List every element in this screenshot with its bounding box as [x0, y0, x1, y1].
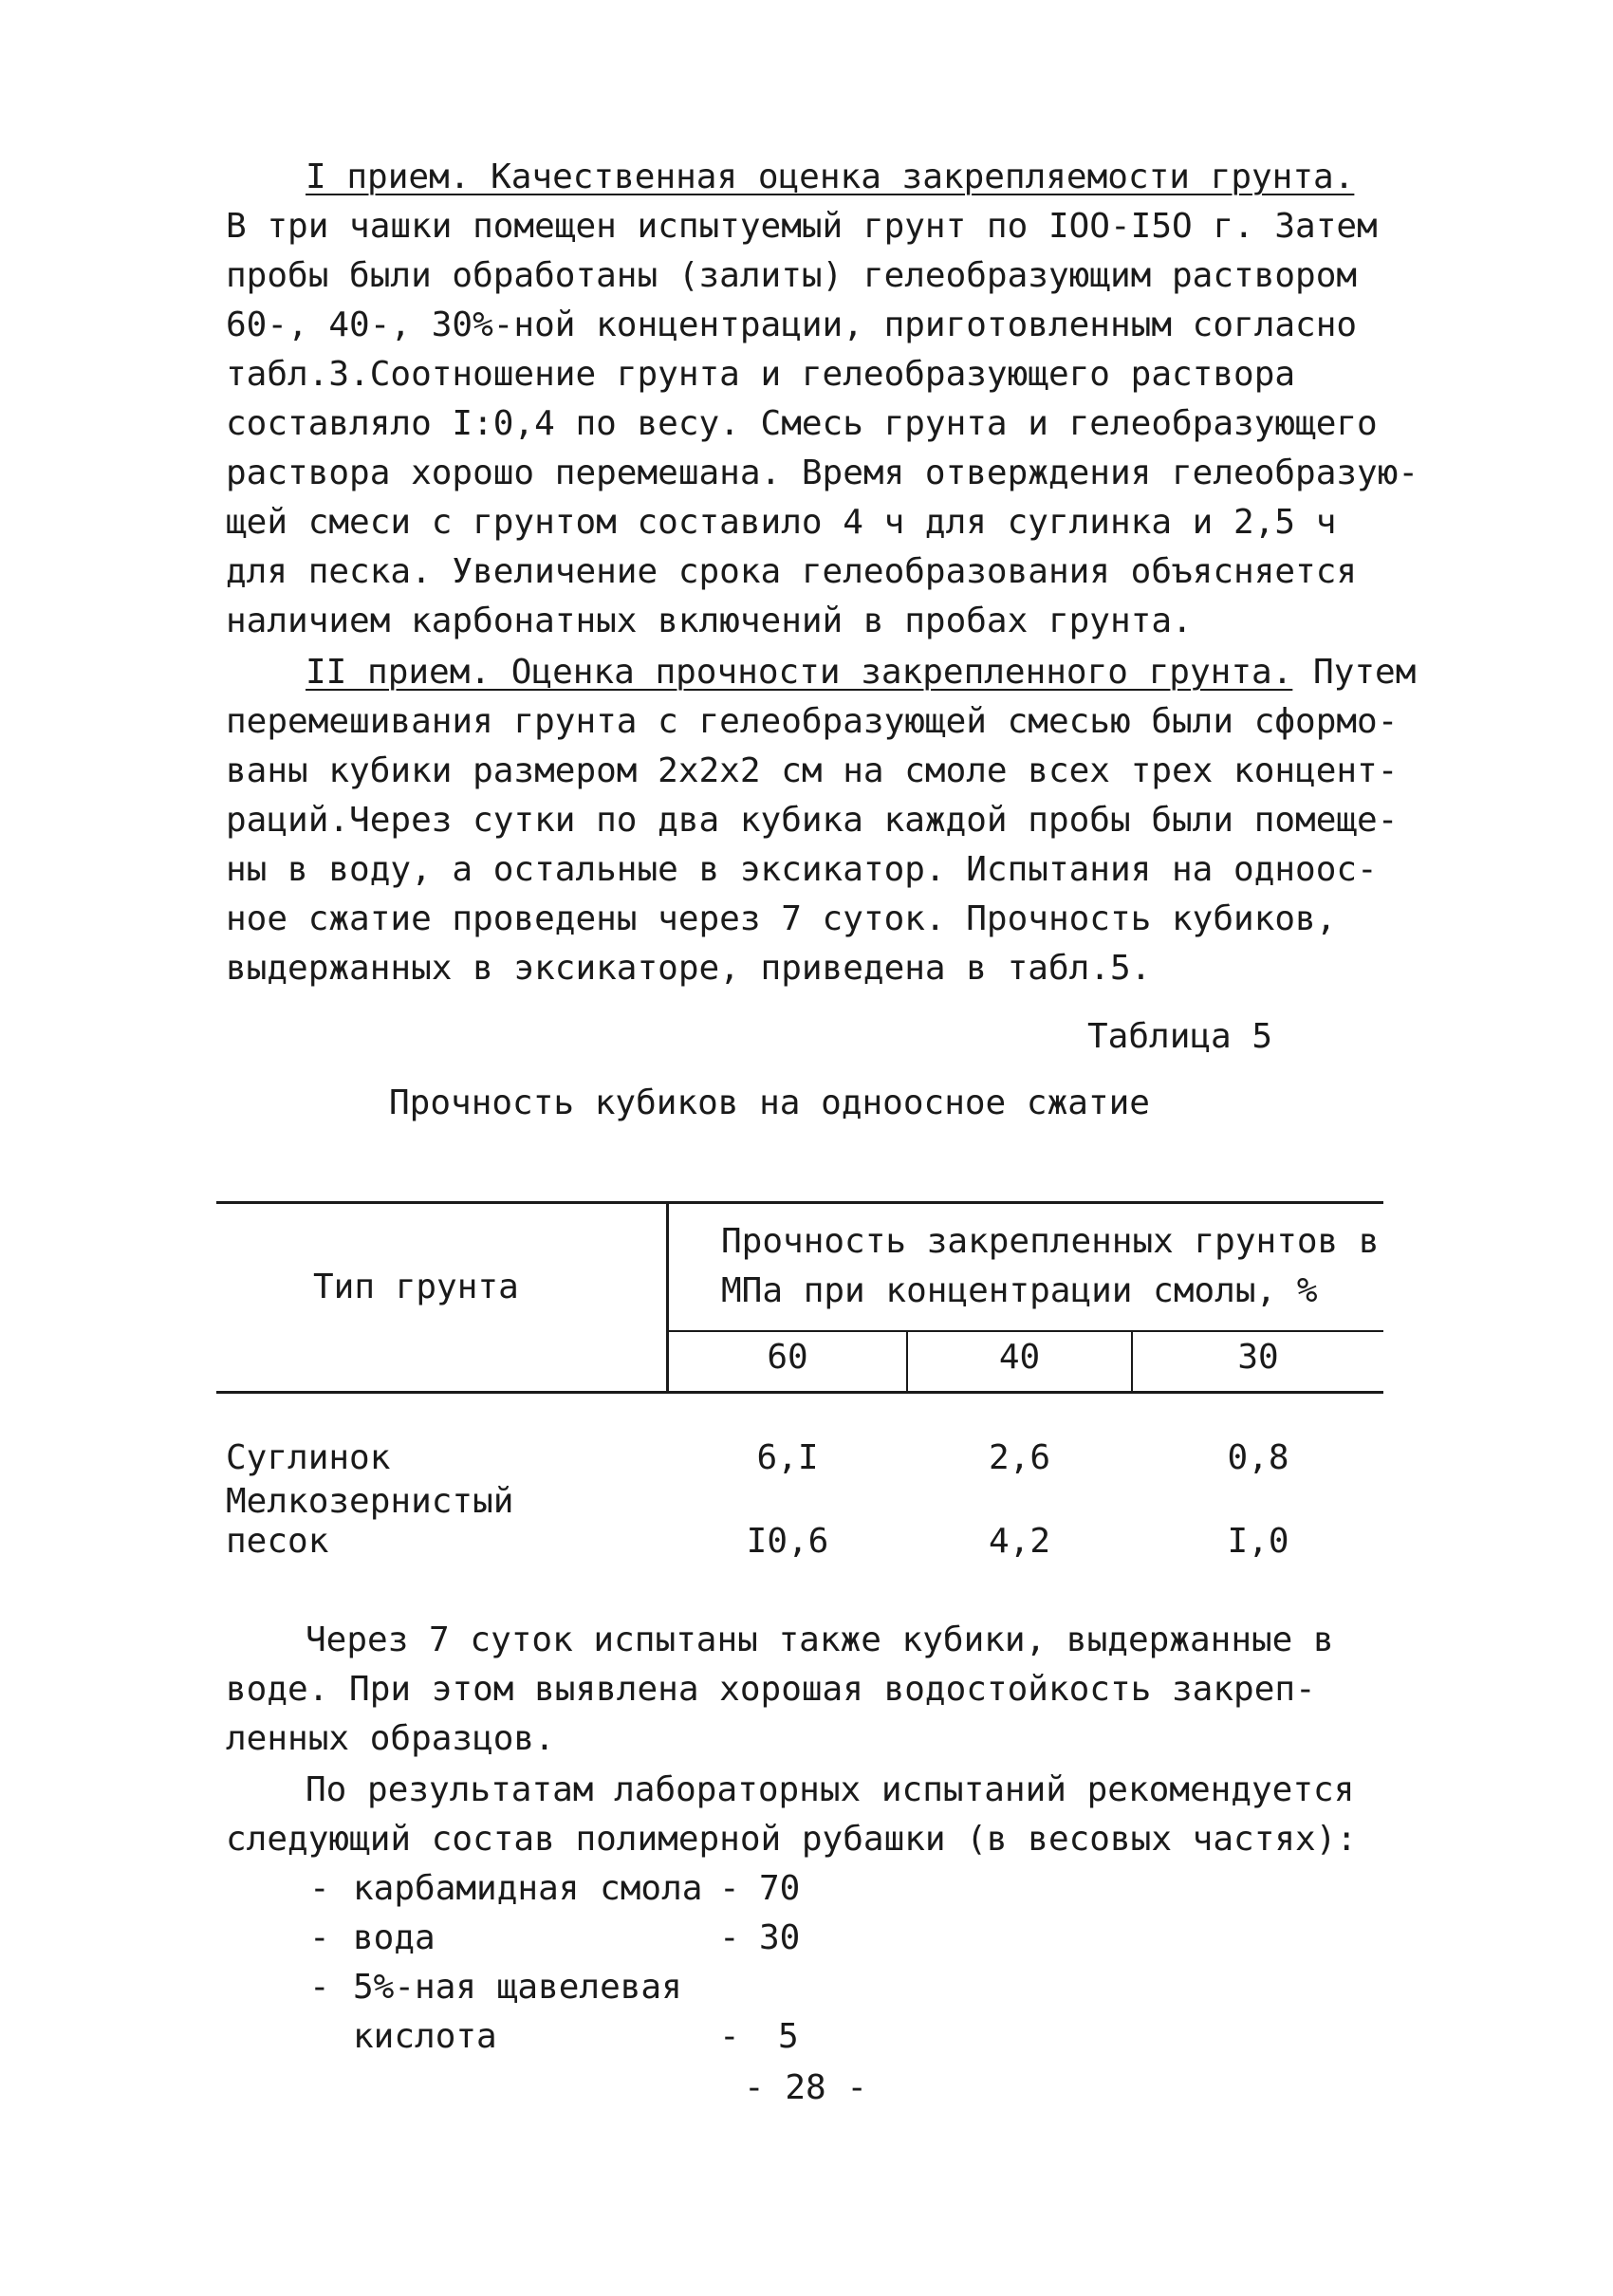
table-row-1-name: Суглинок — [226, 1438, 391, 1477]
section1-line-3: 60-, 40-, 30%-ной концентрации, приготовленным согласно — [226, 306, 1358, 344]
section2-line-2: ваны кубики размером 2x2x2 см на смоле всех трех концент- — [226, 751, 1399, 790]
section2-line-6: выдержанных в эксикаторе, приведена в табл.5. — [226, 949, 1152, 988]
table-header-strength-line1: Прочность закрепленных грунтов в — [721, 1222, 1380, 1261]
table-row-2-value-60: I0,6 — [746, 1522, 829, 1561]
table-top-rule — [216, 1201, 1383, 1204]
composition-item-1-sep: - — [719, 1869, 740, 1908]
table-row-1-value-30: 0,8 — [1227, 1438, 1289, 1477]
section2-line-3: раций.Через сутки по два кубика каждой пробы были помеще- — [226, 801, 1399, 840]
composition-item-2-value: 30 — [759, 1918, 801, 1957]
composition-item-2-name: вода — [353, 1918, 436, 1957]
table-header-type: Тип грунта — [313, 1268, 519, 1306]
table-header-strength-line2: МПа при концентрации смолы, % — [721, 1271, 1318, 1310]
after-table-line-1: Через 7 суток испытаны также кубики, выдержанные в — [306, 1620, 1334, 1659]
section1-line-5: составляло I:0,4 по весу. Смесь грунта и гелеобразующего — [226, 404, 1378, 443]
table-header-conc-30: 30 — [1237, 1338, 1279, 1377]
after-table-line-3: ленных образцов. — [226, 1719, 555, 1758]
section1-line-4: табл.3.Соотношение грунта и гелеобразующего раствора — [226, 355, 1296, 394]
section1-line-6: раствора хорошо перемешана. Время отверждения гелеобразую- — [226, 454, 1419, 492]
page-number: - 28 - — [744, 2068, 868, 2107]
section2-first-line — [306, 653, 1416, 692]
composition-item-4-name: кислота — [353, 2017, 497, 2056]
table-title: Прочность кубиков на одноосное сжатие — [389, 1083, 1150, 1122]
table-row-1-value-60: 6,I — [756, 1438, 819, 1477]
after-table-line-2: воде. При этом выявлена хорошая водостойкость закреп- — [226, 1670, 1316, 1709]
table-row-2-name-line2: песок — [226, 1522, 329, 1561]
composition-item-3-name: 5%-ная щавелевая — [353, 1968, 682, 2007]
table-row-1-value-40: 2,6 — [988, 1438, 1051, 1477]
composition-item-4-value: 5 — [778, 2017, 799, 2056]
section2-line-4: ны в воду, а остальные в эксикатор. Испытания на одноос- — [226, 850, 1378, 889]
composition-item-3-dash: - — [309, 1968, 330, 2007]
composition-item-1-name: карбамидная смола — [353, 1869, 703, 1908]
section2-line-1: перемешивания грунта с гелеобразующей смесью были сформо- — [226, 702, 1399, 741]
table-row-2-value-30: I,0 — [1227, 1522, 1289, 1561]
section2-first-line-rest: Путем — [1292, 653, 1417, 692]
table-header-conc-60: 60 — [767, 1338, 808, 1377]
table-row-2-name-line1: Мелкозернистый — [226, 1482, 514, 1521]
section1-line-9: наличием карбонатных включений в пробах грунта. — [226, 602, 1193, 640]
section1-line-1: В три чашки помещен испытуемый грунт по IOO-I5O г. Затем — [226, 207, 1378, 246]
composition-item-2-dash: - — [309, 1918, 330, 1957]
section1-line-2: пробы были обработаны (залиты) гелеобразующим раствором — [226, 256, 1358, 295]
composition-item-1-value: 70 — [759, 1869, 801, 1908]
composition-item-1-dash: - — [309, 1869, 330, 1908]
composition-item-4-sep: - — [719, 2017, 740, 2056]
table-header-conc-40: 40 — [998, 1338, 1041, 1377]
composition-item-2-sep: - — [719, 1918, 740, 1957]
table-subheader-rule — [666, 1330, 1383, 1332]
section1-heading: I прием. Качественная оценка закрепляемости грунта. — [306, 157, 1355, 196]
table-label: Таблица 5 — [1087, 1017, 1273, 1056]
section1-line-8: для песка. Увеличение срока гелеобразования объясняется — [226, 552, 1358, 591]
recommendation-line-2: следующий состав полимерной рубашки (в весовых частях): — [226, 1820, 1358, 1859]
section2-heading: II прием. Оценка прочности закрепленного грунта. — [306, 653, 1293, 692]
section1-line-7: щей смеси с грунтом составило 4 ч для суглинка и 2,5 ч — [226, 503, 1337, 542]
table-header-bottom-rule — [216, 1391, 1383, 1394]
section2-line-5: ное сжатие проведены через 7 суток. Прочность кубиков, — [226, 899, 1337, 938]
recommendation-line-1: По результатам лабораторных испытаний рекомендуется — [306, 1770, 1355, 1809]
table-row-2-value-40: 4,2 — [988, 1522, 1051, 1561]
